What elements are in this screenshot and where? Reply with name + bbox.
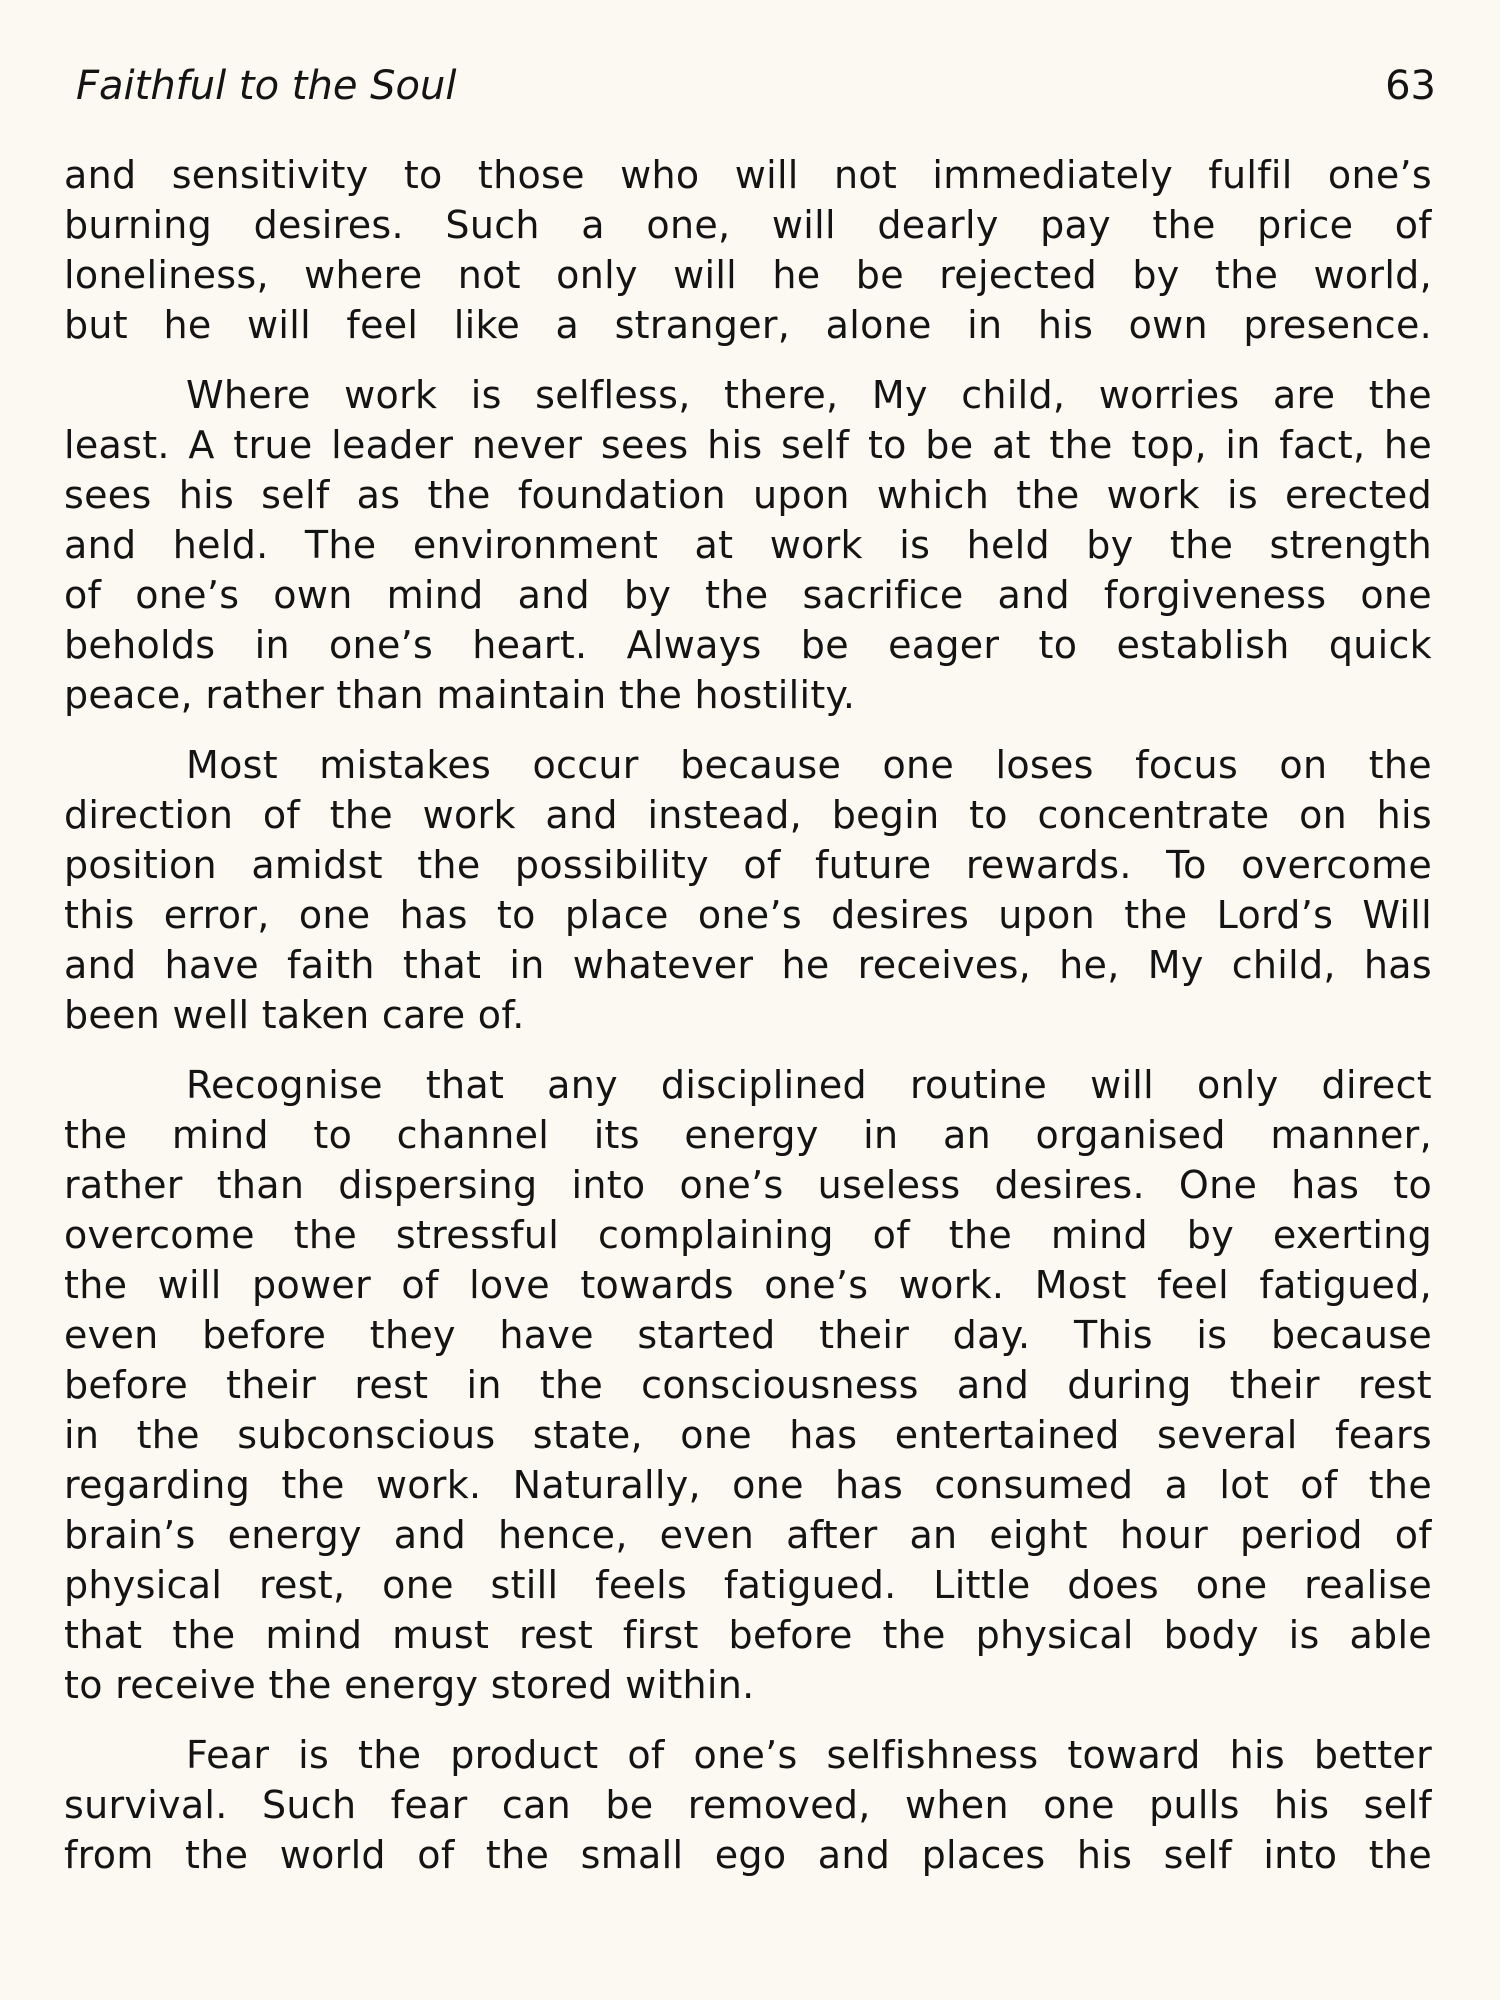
text-line: and have faith that in whatever he receives, he, My child, has [64, 943, 1432, 987]
text-line: to receive the energy stored within. [64, 1663, 755, 1707]
body-text [64, 150, 1432, 1900]
paragraph [64, 1060, 1432, 1710]
text-line: been well taken care of. [64, 993, 525, 1037]
paragraph [64, 1730, 1432, 1880]
running-header [76, 56, 1436, 116]
text-line: overcome the stressful complaining of the mind by exerting [64, 1213, 1432, 1257]
paragraph [64, 150, 1432, 350]
text-line: peace, rather than maintain the hostility. [64, 673, 856, 717]
text-line: the will power of love towards one’s work. Most feel fatigued, [64, 1263, 1432, 1307]
text-line: burning desires. Such a one, will dearly pay the price of [64, 203, 1432, 247]
text-line: but he will feel like a stranger, alone in his own presence. [64, 303, 1432, 347]
text-line: position amidst the possibility of future rewards. To overcome [64, 843, 1432, 887]
text-line: sees his self as the foundation upon which the work is erected [64, 473, 1432, 517]
text-line: survival. Such fear can be removed, when one pulls his self [64, 1783, 1432, 1827]
book-title: Faithful to the Soul [76, 63, 457, 109]
text-line: rather than dispersing into one’s useless desires. One has to [64, 1163, 1432, 1207]
text-line: brain’s energy and hence, even after an eight hour period of [64, 1513, 1432, 1557]
text-line: Most mistakes occur because one loses focus on the [186, 743, 1432, 787]
text-line: physical rest, one still feels fatigued. Little does one realise [64, 1563, 1432, 1607]
paragraph [64, 740, 1432, 1040]
text-line: least. A true leader never sees his self to be at the top, in fact, he [64, 423, 1432, 467]
text-line: even before they have started their day. This is because [64, 1313, 1432, 1357]
text-line: before their rest in the consciousness and during their rest [64, 1363, 1432, 1407]
text-line: Where work is selfless, there, My child, worries are the [186, 373, 1432, 417]
text-line: regarding the work. Naturally, one has consumed a lot of the [64, 1463, 1432, 1507]
text-line: Fear is the product of one’s selfishness toward his better [186, 1733, 1432, 1777]
page-number: 63 [1385, 63, 1436, 109]
text-line: this error, one has to place one’s desires upon the Lord’s Will [64, 893, 1432, 937]
text-line: from the world of the small ego and places his self into the [64, 1833, 1432, 1877]
text-line: in the subconscious state, one has entertained several fears [64, 1413, 1432, 1457]
text-line: and sensitivity to those who will not immediately fulfil one’s [64, 153, 1432, 197]
text-line: Recognise that any disciplined routine will only direct [186, 1063, 1432, 1107]
text-line: loneliness, where not only will he be rejected by the world, [64, 253, 1432, 297]
text-line: direction of the work and instead, begin to concentrate on his [64, 793, 1432, 837]
text-line: beholds in one’s heart. Always be eager to establish quick [64, 623, 1432, 667]
text-line: the mind to channel its energy in an organised manner, [64, 1113, 1432, 1157]
text-line: of one’s own mind and by the sacrifice and forgiveness one [64, 573, 1432, 617]
paragraph [64, 370, 1432, 720]
text-line: and held. The environment at work is held by the strength [64, 523, 1432, 567]
text-line: that the mind must rest first before the physical body is able [64, 1613, 1432, 1657]
